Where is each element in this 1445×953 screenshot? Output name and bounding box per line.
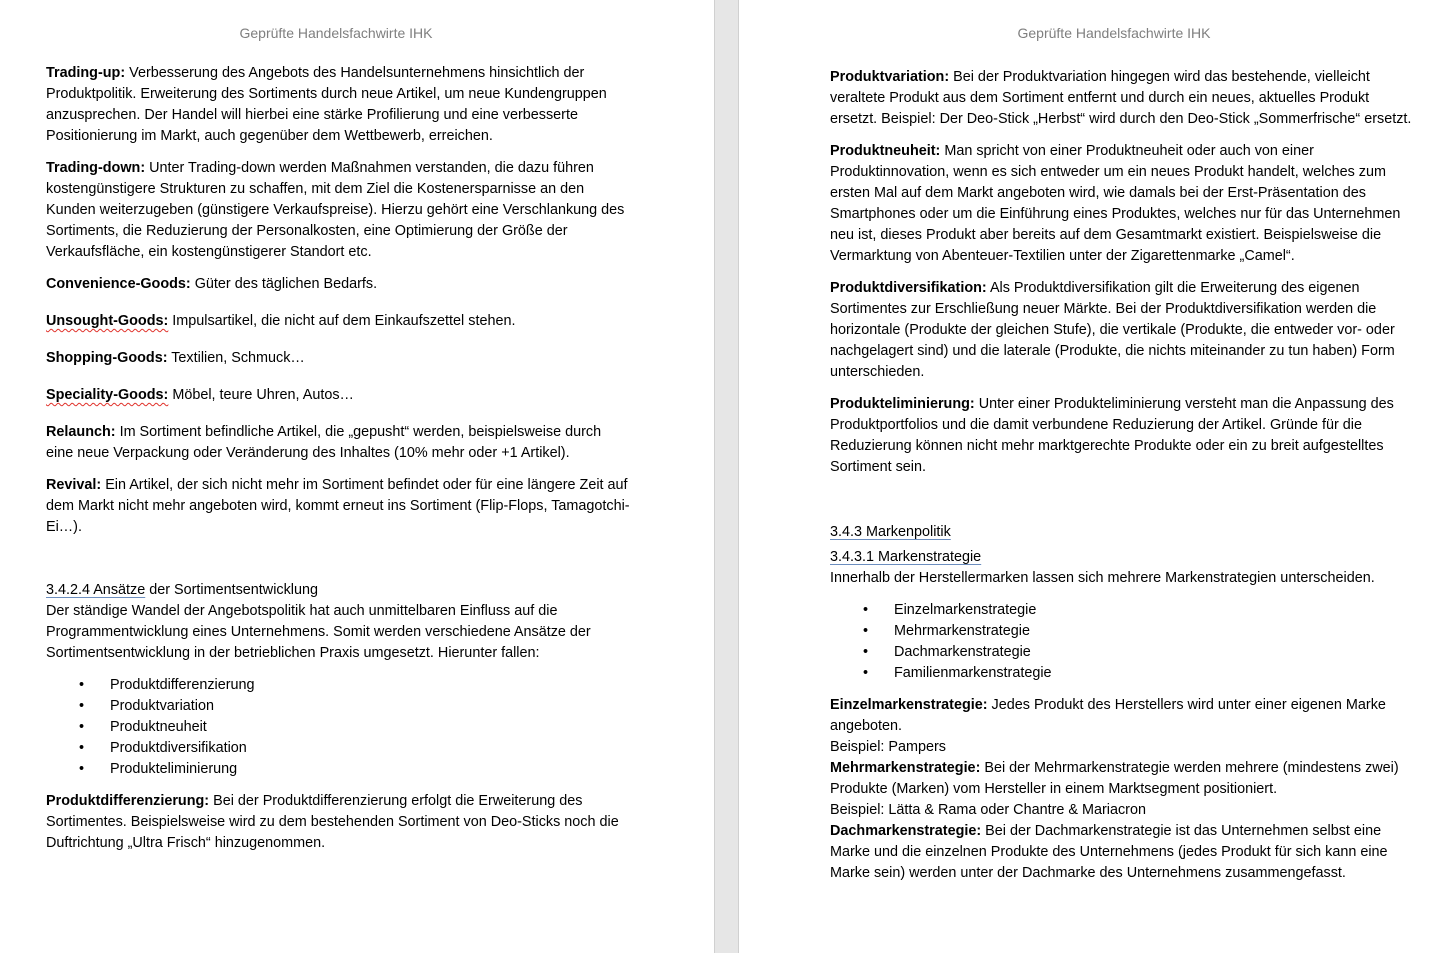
definition: Textilien, Schmuck…	[167, 350, 305, 366]
term: Relaunch:	[46, 424, 116, 440]
definition: Verbesserung des Angebots des Handelsunternehmens hinsichtlich der Produktpolitik. Erweiterung des Sortiments durch neue Artikel, um neue Kundengruppen anzusprechen. Der Handel will hierbei eine stärke Profilierung und eine verbesserte Positionierung im Markt, auch gegenüber dem Wettbewerb, erreichen.	[46, 65, 607, 144]
heading-markenpolitik: 3.4.3 Markenpolitik	[830, 524, 951, 540]
list-item: • Produktdifferenzierung	[46, 675, 631, 696]
term: Produktdiversifikation:	[830, 280, 987, 296]
section-intro: Der ständige Wandel der Angebotspolitik hat auch unmittelbaren Einfluss auf die Programmentwicklung eines Unternehmens. Somit werden verschiedene Ansätze der Sortimentsentwicklung in der betrieblichen Praxis umgesetzt. Hierunter fallen:	[46, 603, 591, 661]
page-body[interactable]	[46, 63, 631, 865]
list-item: • Einzelmarkenstrategie	[830, 600, 1415, 621]
paragraph-produkteliminierung	[830, 394, 1415, 478]
term: Shopping-Goods:	[46, 350, 168, 366]
markenstrategie-intro: Innerhalb der Herstellermarken lassen sich mehrere Markenstrategien unterscheiden.	[830, 570, 1375, 586]
term: Produktdifferenzierung:	[46, 793, 210, 809]
paragraph-dachmarkenstrategie	[830, 821, 1415, 884]
list-item: • Produktdiversifikation	[46, 738, 631, 759]
paragraph-trading-down	[46, 158, 631, 263]
definition: Als Produktdiversifikation gilt die Erweiterung des eigenen Sortimentes zur Erschließung neuer Märkte. Bei der Produktdiversifikation werden die horizontale (Produkte der gleichen Stufe), die vertikale (Produkte, die entweder vor- oder nachgelagert sind) und die laterale (Produkte, die nichts miteinander zu tun haben) Form unterschieden.	[830, 280, 1395, 380]
example-einzelmarken: Beispiel: Pampers	[830, 739, 946, 755]
term: Revival:	[46, 477, 102, 493]
definition: Bei der Dachmarkenstrategie ist das Unternehmen selbst eine Marke und die einzelnen Produkte des Unternehmens (jedes Produkt für sich kann eine Marke sein) werden unter der Dachmarke des Unternehmens zusammengefasst.	[830, 823, 1388, 881]
term: Einzelmarkenstrategie:	[830, 697, 988, 713]
definition: Bei der Produktdifferenzierung erfolgt die Erweiterung des Sortimentes. Beispielsweise wird zu dem bestehenden Sortiment von Deo-Sticks noch die Duftrichtung „Ultra Frisch“ hinzugenommen.	[46, 793, 619, 851]
paragraph-produktdifferenzierung	[46, 791, 631, 854]
term: Dachmarkenstrategie:	[830, 823, 982, 839]
document-page-left	[0, 0, 714, 953]
heading-markenstrategie: 3.4.3.1 Markenstrategie	[830, 549, 982, 565]
list-item: • Produktneuheit	[46, 717, 631, 738]
paragraph-shopping-goods	[46, 348, 631, 369]
page-gutter	[714, 0, 739, 953]
definition: Im Sortiment befindliche Artikel, die „gepusht“ werden, beispielsweise durch eine neue Verpackung oder Veränderung des Inhaltes (10% mehr oder +1 Artikel).	[46, 424, 602, 461]
term: Mehrmarkenstrategie:	[830, 760, 981, 776]
term: Speciality-Goods:	[46, 387, 169, 403]
paragraph-produktdiversifikation	[830, 278, 1415, 383]
page-header: Geprüfte Handelsfachwirte IHK	[1017, 25, 1211, 41]
definition: Man spricht von einer Produktneuheit oder auch von einer Produktinnovation, wenn es sich entweder um ein neues Produkt handelt, welches zum ersten Mal auf dem Markt angeboten wird, wie damals bei der Erst-Präsentation des Smartphones oder um die Einführung eines Produktes, welches nur für das Unternehmen neu ist, dieses Produkt aber bereits auf dem Gesamtmarkt existiert. Beispielsweise die Vermarktung von Abenteuer-Textilien unter der Zigarettenmarke „Camel“.	[830, 143, 1401, 264]
definition: Bei der Mehrmarkenstrategie werden mehrere (mindestens zwei) Produkte (Marken) vom Hersteller in einem Marktsegment positioniert.	[830, 760, 1399, 797]
list-item: • Mehrmarkenstrategie	[830, 621, 1415, 642]
definition: Unter Trading-down werden Maßnahmen verstanden, die dazu führen kostengünstigere Strukturen zu schaffen, mit dem Ziel die Kostenersparnisse an den Kunden weiterzugeben (günstigere Verkaufspreise). Hierzu gehört eine Verschlankung des Sortiments, die Reduzierung der Personalkosten, eine Optimierung der Größe der Verkaufsfläche, ein kostengünstigerer Standort etc.	[46, 160, 625, 260]
list-item: • Dachmarkenstrategie	[830, 642, 1415, 663]
term: Convenience-Goods:	[46, 276, 191, 292]
paragraph-produktneuheit	[830, 141, 1415, 267]
term: Trading-up:	[46, 65, 126, 81]
definition: Impulsartikel, die nicht auf dem Einkaufszettel stehen.	[168, 313, 516, 329]
heading-number: 3.4.2.4 Ansätze	[46, 582, 146, 598]
heading-title: der Sortimentsentwicklung	[145, 582, 318, 598]
paragraph-trading-up	[46, 63, 631, 147]
paragraph-relaunch	[46, 422, 631, 464]
section-heading	[46, 580, 631, 601]
definition: Möbel, teure Uhren, Autos…	[168, 387, 354, 403]
definition: Ein Artikel, der sich nicht mehr im Sortiment befindet oder für eine längere Zeit auf dem Markt nicht mehr angeboten wird, kommt erneut ins Sortiment (Flip-Flops, Tamagotchi-Ei…).	[46, 477, 630, 535]
strategy-list	[830, 600, 1415, 684]
term: Unsought-Goods:	[46, 313, 169, 329]
paragraph-einzelmarkenstrategie	[830, 695, 1415, 737]
approach-list	[46, 675, 631, 780]
paragraph-speciality-goods	[46, 385, 631, 406]
definition: Bei der Produktvariation hingegen wird das bestehende, vielleicht veraltete Produkt aus dem Sortiment entfernt und durch ein neues, aktuelles Produkt ersetzt. Beispiel: Der Deo-Stick „Herbst“ wird durch den Deo-Stick „Sommerfrische“ ersetzt.	[830, 69, 1412, 127]
definition: Unter einer Produkteliminierung versteht man die Anpassung des Produktportfolios und die damit verbundene Reduzierung der Artikel. Gründe für die Reduzierung können nicht mehr marktgerechte Produkte oder ein zu breit aufgestelltes Sortiment sein.	[830, 396, 1394, 475]
page-header: Geprüfte Handelsfachwirte IHK	[239, 25, 433, 41]
term: Produkteliminierung:	[830, 396, 975, 412]
document-page-right	[739, 0, 1445, 953]
paragraph-produktvariation	[830, 67, 1415, 130]
paragraph-mehrmarkenstrategie	[830, 758, 1415, 800]
paragraph-unsought-goods	[46, 311, 631, 332]
page-body[interactable]	[830, 67, 1415, 884]
list-item: • Produkteliminierung	[46, 759, 631, 780]
definition: Güter des täglichen Bedarfs.	[190, 276, 378, 292]
example-mehrmarken: Beispiel: Lätta & Rama oder Chantre & Mariacron	[830, 802, 1146, 818]
paragraph-convenience-goods	[46, 274, 631, 295]
definition: Jedes Produkt des Herstellers wird unter einer eigenen Marke angeboten.	[830, 697, 1386, 734]
term: Produktvariation:	[830, 69, 950, 85]
paragraph-revival	[46, 475, 631, 538]
list-item: • Produktvariation	[46, 696, 631, 717]
term: Produktneuheit:	[830, 143, 941, 159]
term: Trading-down:	[46, 160, 146, 176]
list-item: • Familienmarkenstrategie	[830, 663, 1415, 684]
